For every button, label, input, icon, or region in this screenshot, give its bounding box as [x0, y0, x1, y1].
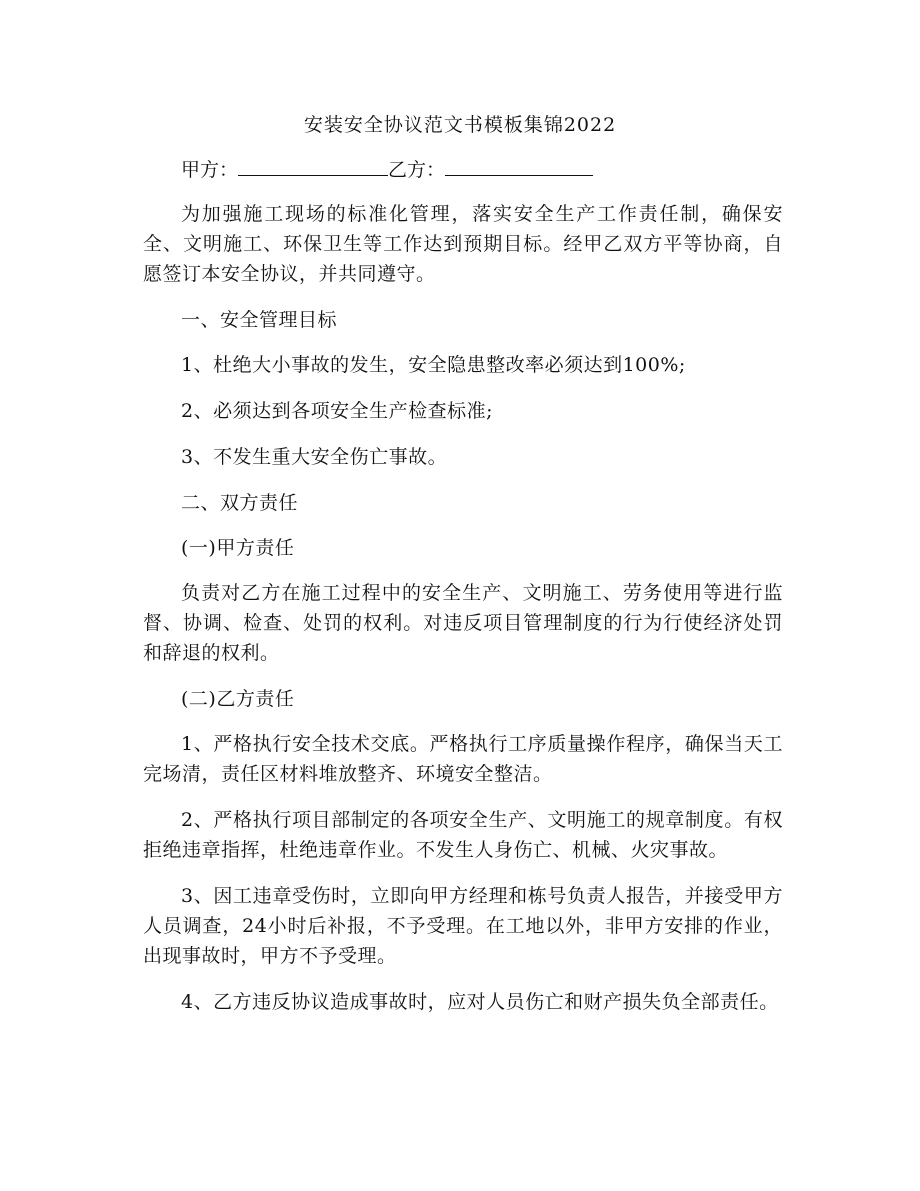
list-item: 4、乙方违反协议造成事故时，应对人员伤亡和财产损失负全部责任。: [181, 991, 779, 1013]
list-item: 2、必须达到各项安全生产检查标准;: [181, 400, 493, 422]
list-item: 3、不发生重大安全伤亡事故。: [181, 446, 448, 468]
list-item: 1、杜绝大小事故的发生，安全隐患整改率必须达到100%;: [181, 354, 686, 376]
document-body: [143, 199, 783, 1033]
body-paragraph: 负责对乙方在施工过程中的安全生产、文明施工、劳务使用等进行监督、协调、检查、处罚的权利。对违反项目管理制度的行为行使经济处罚和辞退的权利。: [143, 582, 783, 664]
document-title: 安装安全协议范文书模板集锦2022: [303, 114, 617, 136]
list-item: 1、严格执行安全技术交底。严格执行工序质量操作程序，确保当天工完场清，责任区材料堆放整齐、环境安全整洁。: [143, 733, 783, 785]
party-line: [181, 155, 593, 183]
subsection-heading: (一)甲方责任: [181, 537, 295, 559]
party-b-label: 乙方：: [388, 159, 446, 181]
list-item: 3、因工违章受伤时，立即向甲方经理和栋号负责人报告，并接受甲方人员调查，24小时后补报，不予受理。在工地以外，非甲方安排的作业，出现事故时，甲方不予受理。: [143, 885, 783, 967]
subsection-heading: (二)乙方责任: [181, 688, 295, 710]
section-heading: 一、安全管理目标: [181, 309, 338, 331]
intro-paragraph: 为加强施工现场的标准化管理，落实安全生产工作责任制，确保安全、文明施工、环保卫生等工作达到预期目标。经甲乙双方平等协商，自愿签订本安全协议，并共同遵守。: [143, 203, 783, 285]
list-item: 2、严格执行项目部制定的各项安全生产、文明施工的规章制度。有权拒绝违章指挥，杜绝违章作业。不发生人身伤亡、机械、火灾事故。: [143, 809, 783, 861]
party-a-label: 甲方：: [181, 159, 239, 181]
section-heading: 二、双方责任: [181, 492, 299, 514]
party-b-blank: [445, 155, 593, 176]
party-a-blank: [238, 155, 388, 176]
